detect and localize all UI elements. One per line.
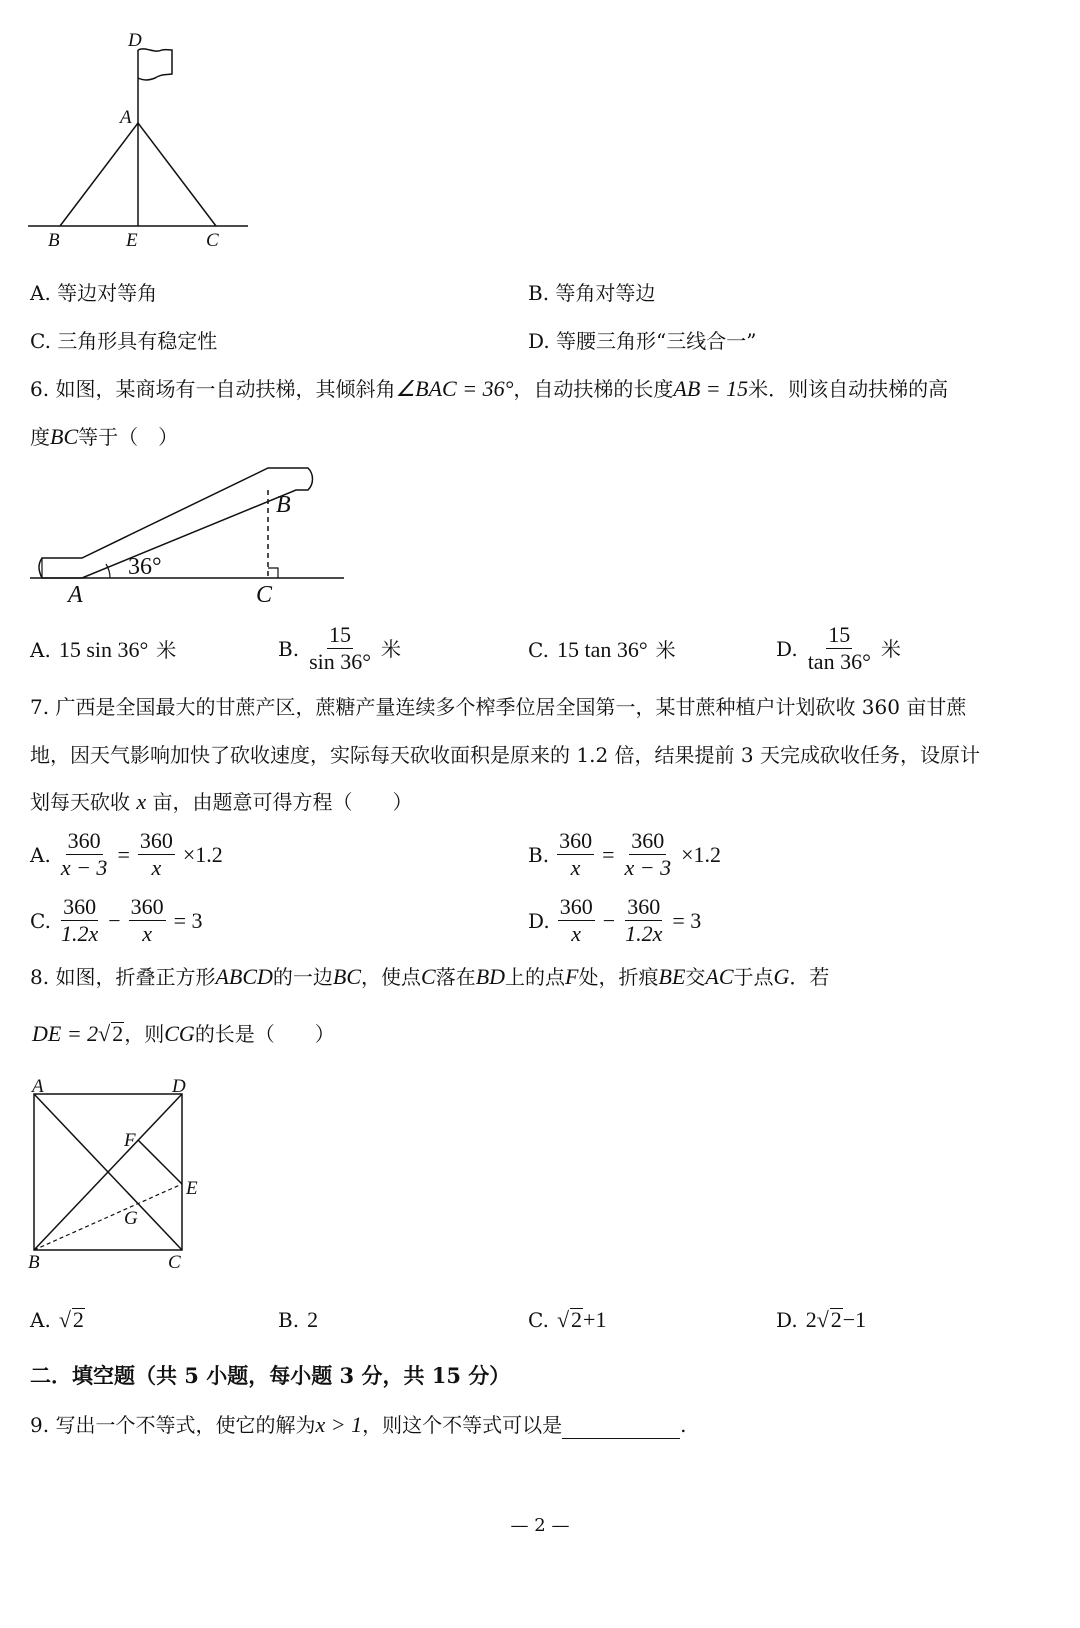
flagpole-figure [20,28,260,258]
q8-option-a[interactable]: A. √2 [30,1307,84,1332]
label-d: D [128,30,142,51]
q9-answer-blank[interactable] [562,1418,680,1439]
q6-option-c[interactable]: C. 15 tan 36° 米 [528,637,676,662]
label-a: A [68,582,83,608]
q8-option-b[interactable]: B. 2 [278,1307,319,1332]
escalator-figure [26,460,356,610]
q5-option-d[interactable]: D. 等腰三角形“三线合一” [528,329,757,353]
label-b: B [276,492,291,518]
q6-option-d[interactable]: D. $\frac{15}{\tan 36^\circ}$ 米 [776,622,901,674]
q6-option-a[interactable]: A. 15 sin 36° 米 [30,637,177,662]
q7-option-d[interactable]: D. $\frac{360}{x}$ − $\frac{360}{1.2x}$ = 3 [528,894,702,946]
q7-option-c[interactable]: C. $\frac{360}{1.2x}$ − $\frac{360}{x}$ = 3 [30,894,203,946]
q7-stem-line3: 划每天砍收 x 亩，由题意可得方程（ ） [30,789,413,814]
label-d: D [172,1076,186,1097]
label-c: C [256,582,273,608]
label-b: B [28,1252,40,1273]
q7-option-a[interactable]: A. $\frac{360}{x - 3}$ = $\frac{360}{x}$ ×1.2 [30,828,223,880]
section-title: 二．填空题（共 5 小题，每小题 3 分，共 15 分） [30,1363,511,1388]
label-a: A [120,107,132,128]
label-e: E [126,230,138,251]
label-c: C [206,230,219,251]
label-f: F [124,1130,136,1151]
q6-stem-line2: 度BC等于（ ） [30,424,179,449]
q8-option-c[interactable]: C. √2+1 [528,1307,607,1332]
q9-stem: 9. 写出一个不等式，使它的解为x > 1，则这个不等式可以是 . [30,1412,687,1437]
q8-stem-line1: 8. 如图，折叠正方形ABCD的一边BC，使点C落在BD上的点F处，折痕BE交AC于点G．若 [30,964,830,989]
q8-stem-line2: DE = 2√2，则CG的长是（ ） [32,1021,335,1046]
label-e: E [186,1178,198,1199]
page-number: — 2 — [510,1515,570,1536]
label-a: A [32,1076,44,1097]
q6-stem-line1: 6. 如图，某商场有一自动扶梯，其倾斜角∠BAC = 36°，自动扶梯的长度AB = 15米．则该自动扶梯的高 [30,376,949,401]
q5-option-c[interactable]: C. 三角形具有稳定性 [30,329,218,353]
label-angle: 36° [128,554,162,580]
label-b: B [48,230,60,251]
q8-option-d[interactable]: D. 2√2−1 [776,1307,867,1332]
q5-option-b[interactable]: B. 等角对等边 [528,281,656,305]
label-c: C [168,1252,181,1273]
label-g: G [124,1208,138,1229]
q7-option-b[interactable]: B. $\frac{360}{x}$ = $\frac{360}{x - 3}$ ×1.2 [528,828,722,880]
q6-option-b[interactable]: B. $\frac{15}{\sin 36^\circ}$ 米 [278,622,402,674]
q5-option-a[interactable]: A. 等边对等角 [30,281,158,305]
q7-stem-line2: 地，因天气影响加快了砍收速度，实际每天砍收面积是原来的 1.2 倍，结果提前 3 天完成砍收任务，设原计 [30,743,980,767]
square-figure [20,1076,220,1276]
q7-stem-line1: 7. 广西是全国最大的甘蔗产区，蔗糖产量连续多个榨季位居全国第一，某甘蔗种植户计划砍收 360 亩甘蔗 [30,695,967,719]
